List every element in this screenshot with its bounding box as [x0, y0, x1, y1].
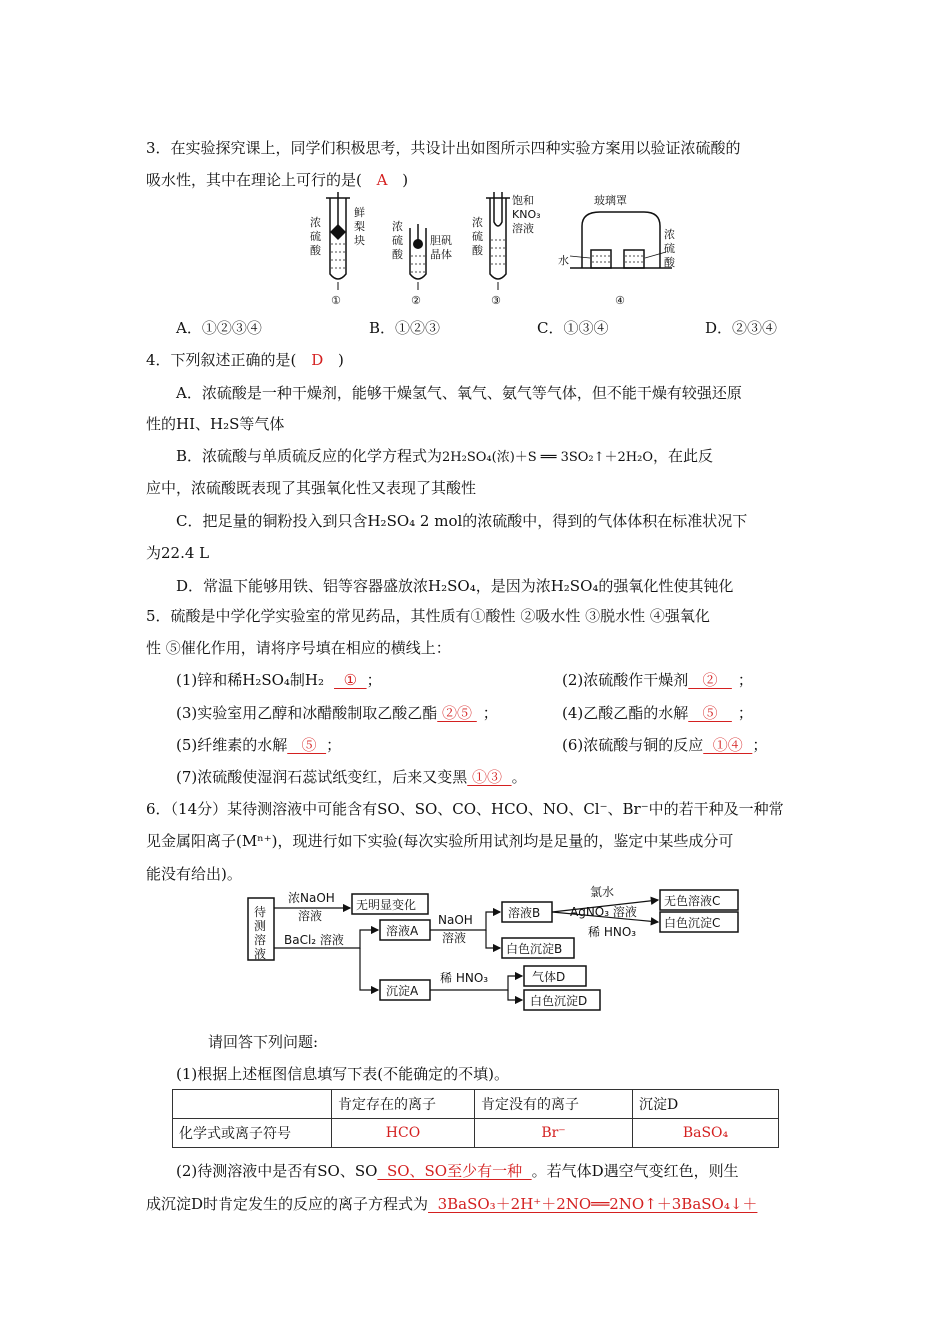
tube1-item-3: 块	[354, 234, 365, 247]
fig-num-1: ①	[331, 294, 341, 307]
q6-sub2: (2)待测溶液中是否有SO、SO SO、SO至少有一种 。若气体D遇空气变红色，则生	[176, 1162, 739, 1180]
q3-stem-line1: 3．在实验探究课上，同学们积极思考，共设计出如图所示四种实验方案用以验证浓硫酸的	[146, 139, 741, 157]
q4-option-a-line1: A．浓硫酸是一种干燥剂，能够干燥氢气、氧气、氨气等气体，但不能干燥有较强还原	[176, 384, 742, 402]
tube2-label-3: 酸	[392, 248, 403, 261]
tube3-item-1: 饱和	[512, 194, 534, 207]
tube2-item-1: 胆矾	[430, 234, 452, 247]
q3-answer: A	[376, 171, 388, 189]
acid-label-3: 酸	[664, 256, 675, 269]
q5-item-2: (2)浓硫酸作干燥剂 ② ；	[562, 671, 753, 689]
tube2-label-2: 硫	[392, 234, 403, 247]
flow-box-solution-b: 溶液B	[508, 906, 541, 920]
tube3-item-2: KNO₃	[512, 208, 541, 221]
flow-reagent-hno3: 稀 HNO₃	[588, 925, 637, 939]
q6-answer-table	[172, 1089, 779, 1148]
tube1-item-1: 鲜	[354, 206, 365, 219]
q5-item-7: (7)浓硫酸使湿润石蕊试纸变红，后来又变黑 ①③ 。	[176, 768, 527, 786]
q4-option-c-line1: C．把足量的铜粉投入到只含H₂SO₄ 2 mol的浓硫酸中，得到的气体体积在标准状况下	[176, 512, 748, 530]
tube1-label-3: 酸	[310, 244, 321, 257]
flow-reagent-agno3: AgNO₃ 溶液	[570, 905, 637, 919]
flow-box-white-ppt-d: 白色沉淀D	[530, 994, 588, 1008]
flow-box-solution-a: 溶液A	[386, 924, 419, 938]
tube3-label-2: 硫	[472, 230, 483, 243]
q4-option-d: D．常温下能够用铁、铝等容器盛放浓H₂SO₄，是因为浓H₂SO₄的强氧化性使其钝化	[176, 577, 734, 595]
tube2-item-2: 晶体	[430, 248, 452, 261]
q4-b-equation: 2H₂SO₄(浓)＋S ══ 3SO₂↑＋2H₂O	[442, 450, 654, 465]
q4-option-b-line2: 应中，浓硫酸既表现了其强氧化性又表现了其酸性	[146, 479, 477, 497]
table-cell-precipitate-d: BaSO₄	[633, 1119, 779, 1148]
table-cell-absent: Br⁻	[475, 1119, 633, 1148]
tube1-label-2: 硫	[310, 230, 321, 243]
bell-jar-label: 玻璃罩	[594, 194, 627, 207]
tube1-item-2: 梨	[354, 220, 365, 233]
flow-reagent-naoh: NaOH	[438, 913, 473, 927]
flow-box-gas-d: 气体D	[532, 970, 566, 984]
acid-label-1: 浓	[664, 228, 675, 241]
table-cell-present: HCO	[332, 1119, 475, 1148]
table-header-precipitate-d: 沉淀D	[633, 1090, 779, 1119]
q5-item-3: (3)实验室用乙醇和冰醋酸制取乙酸乙酯 ②⑤ ；	[176, 704, 498, 722]
flow-start-4: 液	[254, 947, 267, 961]
q4-option-a-line2: 性的HI、H₂S等气体	[146, 415, 285, 433]
flow-reagent-chlorine: 氯水	[590, 885, 615, 899]
table-header-blank	[173, 1090, 332, 1119]
tube1-label-1: 浓	[310, 216, 321, 229]
flow-box-ppt-a: 沉淀A	[386, 984, 419, 998]
q5-item-4: (4)乙酸乙酯的水解 ⑤ ；	[562, 704, 753, 722]
q5-item-5: (5)纤维素的水解 ⑤ ；	[176, 736, 342, 754]
fig-num-2: ②	[411, 294, 421, 307]
q3-stem-line2: 吸水性，其中在理论上可行的是( A )	[146, 171, 409, 189]
q5-item-6: (6)浓硫酸与铜的反应 ①④ ；	[562, 736, 768, 754]
q3-option-d: D．②③④	[705, 319, 778, 337]
q6-sub3: 成沉淀D时肯定发生的反应的离子方程式为 3BaSO₃＋2H⁺＋2NO══2NO↑＋3BaSO₄↓＋	[146, 1195, 758, 1213]
table-header-absent: 肯定没有的离子	[475, 1090, 633, 1119]
flow-start-1: 待	[254, 905, 267, 919]
flow-reagent-naoh-conc: 浓NaOH	[288, 891, 335, 905]
q3-option-c: C．①③④	[537, 319, 609, 337]
acid-label-2: 硫	[664, 242, 675, 255]
q4-stem: 4．下列叙述正确的是( D )	[146, 351, 344, 369]
tube3-label-3: 酸	[472, 244, 483, 257]
fig-num-3: ③	[491, 294, 501, 307]
flow-start-2: 测	[254, 919, 267, 933]
q3-option-a: A．①②③④	[176, 319, 262, 337]
tube2-label-1: 浓	[392, 220, 403, 233]
flow-reagent-naoh-conc-2: 溶液	[298, 909, 323, 923]
q6-sub1: (1)根据上述框图信息填写下表(不能确定的不填)。	[176, 1065, 509, 1083]
q6-please-answer: 请回答下列问题:	[208, 1033, 319, 1051]
flow-reagent-naoh-2: 溶液	[442, 931, 467, 945]
flow-start-3: 溶	[254, 933, 267, 947]
table-row	[173, 1090, 779, 1119]
q5-stem-line1: 5．硫酸是中学化学实验室的常见药品，其性质有①酸性 ②吸水性 ③脱水性 ④强氧化	[146, 607, 710, 625]
q3-apparatus-figure	[300, 186, 690, 308]
water-label: 水	[558, 254, 569, 267]
table-row-label: 化学式或离子符号	[173, 1119, 332, 1148]
flow-box-white-ppt-c: 白色沉淀C	[664, 916, 721, 930]
q4-option-c-line2: 为22.4 L	[146, 544, 210, 562]
fig-num-4: ④	[615, 294, 625, 307]
table-row	[173, 1119, 779, 1148]
flow-box-colorless-c: 无色溶液C	[664, 894, 721, 908]
table-header-present: 肯定存在的离子	[332, 1090, 475, 1119]
tube3-item-3: 溶液	[512, 222, 534, 235]
q6-stem-line1: 6．（14分）某待测溶液中可能含有SO、SO、CO、HCO、NO、Cl⁻、Br⁻中的若干种及一种常	[146, 800, 784, 818]
q3-option-b: B．①②③	[369, 319, 441, 337]
q5-item-1: (1)锌和稀H₂SO₄制H₂ ① ；	[176, 671, 382, 689]
flow-box-no-change: 无明显变化	[356, 898, 417, 912]
q6-stem-line3: 能没有给出)。	[146, 865, 242, 883]
flow-box-white-ppt-b: 白色沉淀B	[506, 942, 563, 956]
flow-reagent-hno3-2: 稀 HNO₃	[440, 971, 489, 985]
flow-reagent-bacl2: BaCl₂ 溶液	[284, 933, 344, 947]
q6-flow-diagram	[240, 884, 740, 1020]
q4-answer: D	[311, 351, 324, 369]
q5-stem-line2: 性 ⑤催化作用，请将序号填在相应的横线上：	[146, 639, 451, 657]
q4-option-b-line1: B．浓硫酸与单质硫反应的化学方程式为2H₂SO₄(浓)＋S ══ 3SO₂↑＋2H₂O，在此反	[176, 447, 714, 465]
tube3-label-1: 浓	[472, 216, 483, 229]
q6-stem-line2: 见金属阳离子(Mⁿ⁺)，现进行如下实验(每次实验所用试剂均是足量的，鉴定中某些成分可	[146, 832, 734, 850]
